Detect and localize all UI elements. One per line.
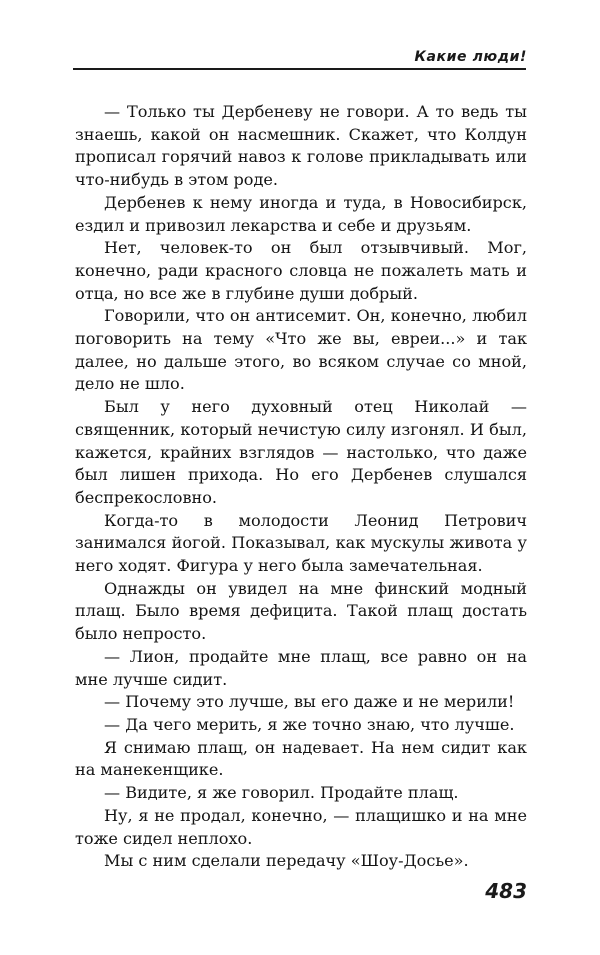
page-number: 483 — [485, 879, 527, 903]
paragraph: Был у него духовный отец Николай — священник, который нечистую силу изгонял. И был, кажется, крайних взглядов — настолько, что даже был лишен прихода. Но его Дербенев слушался беспрекословно. — [75, 397, 527, 507]
paragraph: Я снимаю плащ, он надевает. На нем сидит как на манекенщике. — [75, 737, 527, 780]
paragraph: — Почему это лучше, вы его даже и не мерили! — [104, 692, 515, 712]
paragraph: Когда-то в молодости Леонид Петрович занимался йогой. Показывал, как мускулы живота у него ходят. Фигура у него была замечательная. — [75, 510, 527, 576]
paragraph: Нет, человек-то он был отзывчивый. Мог, конечно, ради красного словца не пожалеть мать и отца, но все же в глубине души добрый. — [75, 238, 527, 303]
paragraph: Ну, я не продал, конечно, — плащишко и на мне тоже сидел неплохо. — [75, 805, 527, 848]
paragraph: — Только ты Дербеневу не говори. А то ведь ты знаешь, какой он насмешник. Скажет, что Колдун прописал горячий навоз к голове прикладывать или что-нибудь в этом роде. — [75, 102, 527, 190]
paragraph: — Да чего мерить, я же точно знаю, что лучше. — [104, 714, 515, 734]
header-rule — [73, 68, 526, 70]
paragraph: Говорили, что он антисемит. Он, конечно, любил поговорить на тему «Что же вы, евреи...» и так далее, но дальше этого, во всяком случае со мной, дело не шло. — [75, 306, 527, 394]
paragraph: Однажды он увидел на мне финский модный плащ. Было время дефицита. Такой плащ достать было непросто. — [75, 578, 527, 644]
paragraph: Мы с ним сделали передачу «Шоу-Досье». — [104, 851, 469, 871]
paragraph: — Лион, продайте мне плащ, все равно он на мне лучше сидит. — [75, 646, 527, 689]
paragraph: — Видите, я же говорил. Продайте плащ. — [104, 783, 459, 803]
paragraph: Дербенев к нему иногда и туда, в Новосибирск, ездил и привозил лекарства и себе и друзьям. — [75, 192, 527, 235]
body-text — [75, 101, 527, 873]
running-head: Какие люди! — [414, 49, 527, 65]
